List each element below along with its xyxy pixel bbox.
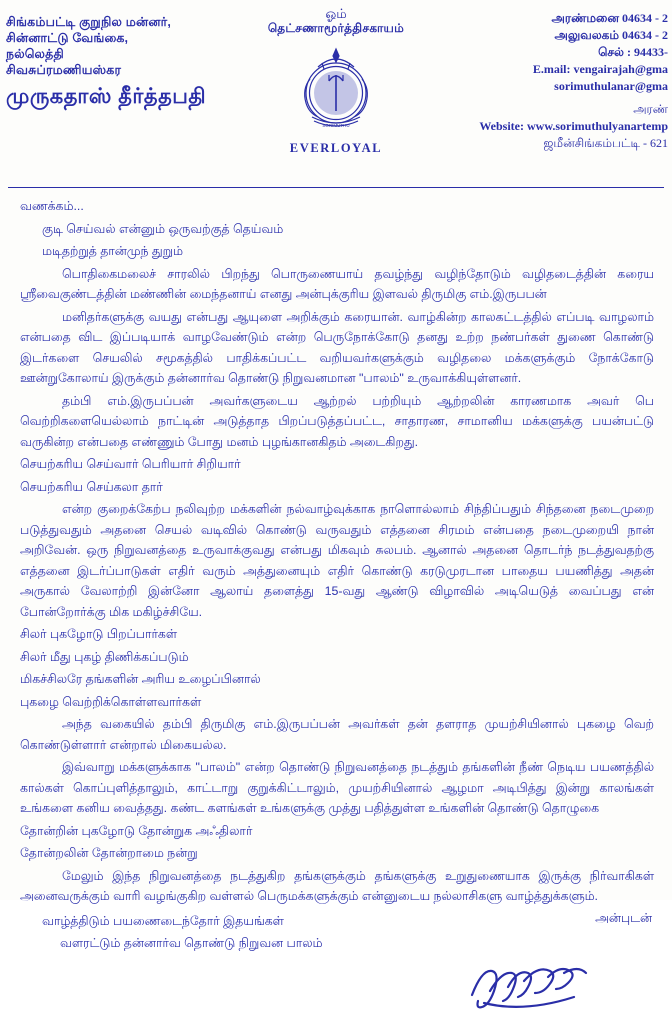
verse-line-7: மிகச்சிலரே தங்களின் அரிய உழைப்பினால் xyxy=(20,672,261,686)
paragraph-4: என்ற குறைக்கேற்ப நலிவுற்ற மக்களின் நல்வாழ்வுக்காக நாளொல்லாம் சிந்திப்பதும் சிந்தனை நடைமுறை படுத்துவதும் அதனை செயல் வடிவில் கொண்டு வருவதும் எத்தனை சிரமம் என்பதை நடைமுறையி நான் அறிவேன். ஒரு நிறுவனத்தை உருவாக்குவது என்பது மிகவும் சுலபம். ஆனால் அதனை தொடர்ந் நடத்துவதற்கு எத்தனை இடர்ப்பாடுகள் எதிர் வரும் அத்துனையும் எதிர் கொண்டு கரடுமுரடான பாதைய பயணித்து அதன் அருகால் வேலாற்றி இன்னோ ஆலாய் தளைத்து 15-வது ஆண்டு விழாவில் அடியெடுத் வைப்பது என் போன்றோர்க்கு மிக மகிழ்ச்சியே. xyxy=(20,502,654,619)
letter-body xyxy=(0,188,672,1025)
everloyal-motto: EVERLOYAL xyxy=(289,141,383,155)
contact-mobile: செல் : 94433- xyxy=(598,45,668,59)
verse-line-9: தோன்றின் புகழோடு தோன்றுக அஃதிலார் xyxy=(20,823,253,838)
verse-line-5: சிலர் புகழோடு பிறப்பார்கள் xyxy=(20,627,178,641)
contact-address-line: ஜமீன்சிங்கம்பட்டி - 621 xyxy=(543,136,668,150)
verse-line-3: செயற்கரிய செய்வார் பெரியார் சிறியார் xyxy=(20,457,241,471)
verse-line-1: குடி செய்வல் என்னும் ஒருவற்குத் தெய்வம் xyxy=(42,221,284,236)
handwritten-signature-icon xyxy=(464,951,614,1017)
letterhead-left-line-4: சிவசுப்ரமணியஸ்கர xyxy=(6,63,122,77)
contact-palace-phone: அரண்மனை 04634 - 2 xyxy=(551,11,668,25)
verse-line-4: செயற்கரிய செய்கலா தார் xyxy=(20,479,163,494)
verse-line-8: புகழை வெற்றிக்கொள்ளவார்கள் xyxy=(20,694,202,709)
contact-address-label: அரண் xyxy=(633,102,668,116)
letterhead-left-block xyxy=(6,14,246,110)
paragraph-6: இவ்வாறு மக்களுக்காக "பாலம்" என்ற தொண்டு நிறுவனத்தை நடத்தும் தங்களின் நீண் நெடிய பயணத்தில் கால்கள் கொப்புளித்தாலும், காட்டாறு குறுக்கிட்டாலும், முயற்சியினால் ஆழமா அடிபித்து இன்று காலங்கள் உங்களை கனிய வைத்தது. கண்ட களங்கள் உங்களுக்கு முத்து பதித்துள்ள உங்களின் தொண்டு தொழுகை xyxy=(20,760,654,815)
closing-left-line-2: வளரட்டும் தன்னார்வ தொண்டு நிறுவன பாலம் xyxy=(60,935,323,950)
paragraph-5: அந்த வகையில் தம்பி திருமிகு எம்.இருபப்பன் அவர்கள் தன் தளராத முயற்சியினால் புகழை வெற் கொண்டுள்ளார் என்றால் மிகையல்ல. xyxy=(20,717,654,752)
paragraph-3: தம்பி எம்.இருபப்பன் அவர்களுடைய ஆற்றல் பற்றியும் ஆற்றலின் காரணமாக அவர் பெ வெற்றிகளையெல்லாம் நாட்டின் அடுத்தாத பிறப்படுத்தப்பட்ட, சாதாரண, சாமானிய மக்களுக்கு பயன்பட்டு வருகின்ற என்பதை எண்ணும் போது மனம் புழங்கானகிதம் அடைகிறது. xyxy=(20,393,654,449)
contact-office-phone: அலுவலகம் 04634 - 2 xyxy=(554,28,668,42)
letterhead-left-line-3: நல்லெத்தி xyxy=(6,47,64,61)
closing-right-label: அன்புடன் xyxy=(595,910,652,925)
greeting-text: வணக்கம்... xyxy=(20,199,84,213)
closing-row xyxy=(20,911,654,933)
paragraph-2: மனிதர்களுக்கு வயது என்பது ஆயுளை அறிக்கும் கரையான். வாழ்கின்ற காலகட்டத்தில் எப்படி வாழலாம் என்பதை விட இப்படியாக் வாழவேண்டும் என்ற பெருநோக்கோடு தனது உற்ற நண்பர்கள் துணை கொண்டு இடர்களை செயலில் சமூகத்தில் பாதிக்கப்பட்ட வறியவர்களுக்கும் வழிதலை மக்களுக்கும் நோக்கோடு ஊன்றுகோலாய் இருக்கும் தன்னார்வ தொண்டு நிறுவனமான "பாலம்" உருவாக்கியுள்ளனர். xyxy=(20,309,654,385)
paragraph-7: மேலும் இந்த நிறுவனத்தை நடத்துகிற தங்களுக்கும் தங்களுக்கு உறுதுணையாக இருக்கு நிர்வாகிகள் அனைவருக்கும் வாரி வழங்குகிற வள்ளல் பெருமக்களுக்கும் என்னுடைய நல்லாசிகளு வாழ்த்துக்களும். xyxy=(20,868,654,903)
contact-email-2: sorimuthulanar@gma xyxy=(554,79,668,93)
verse-line-10: தோன்றலின் தோன்றாமை நன்று xyxy=(20,846,198,860)
om-symbol: ஓம் xyxy=(325,6,347,21)
letterhead xyxy=(0,0,672,185)
closing-left-line-1: வாழ்த்திடும் பயணைடைந்தோர் இதயங்கள் xyxy=(42,913,284,928)
sender-name: முருகதாஸ் தீர்த்தபதி xyxy=(6,85,207,108)
letterhead-left-line-2: சின்னாட்டு வேங்கை, xyxy=(6,31,129,45)
letterhead-contact-block xyxy=(398,10,668,152)
contact-email-1: E.mail: vengairajah@gma xyxy=(532,62,668,76)
temple-name: தெட்சணாமூர்த்திசகாயம் xyxy=(267,21,405,35)
letterhead-left-line-1: சிங்கம்பட்டி குறுநில மன்னர், xyxy=(6,15,172,29)
verse-line-6: சிலர் மீது புகழ் திணிக்கப்படும் xyxy=(20,649,189,664)
contact-website[interactable]: Website: www.sorimuthulyanartemp xyxy=(479,119,668,133)
paragraph-1: பொதிகைமலைச் சாரலில் பிறந்து பொருணையாய் தவழ்ந்து வழிந்தோடும் வழிதடைத்தின் கரைய ஸ்ரீவைகுண்டத்தின் மண்ணின் மைந்தனாய் எனது அன்புக்குரிய இளவல் திருமிகு எம்.இருபபன் xyxy=(20,266,654,301)
temple-emblem-icon xyxy=(288,41,384,137)
signature-area xyxy=(20,955,654,1025)
verse-line-2: மடிதற்றுத் தான்முந் துறும் xyxy=(42,244,183,258)
svg-text:SORIMUTHU: SORIMUTHU xyxy=(322,123,350,128)
